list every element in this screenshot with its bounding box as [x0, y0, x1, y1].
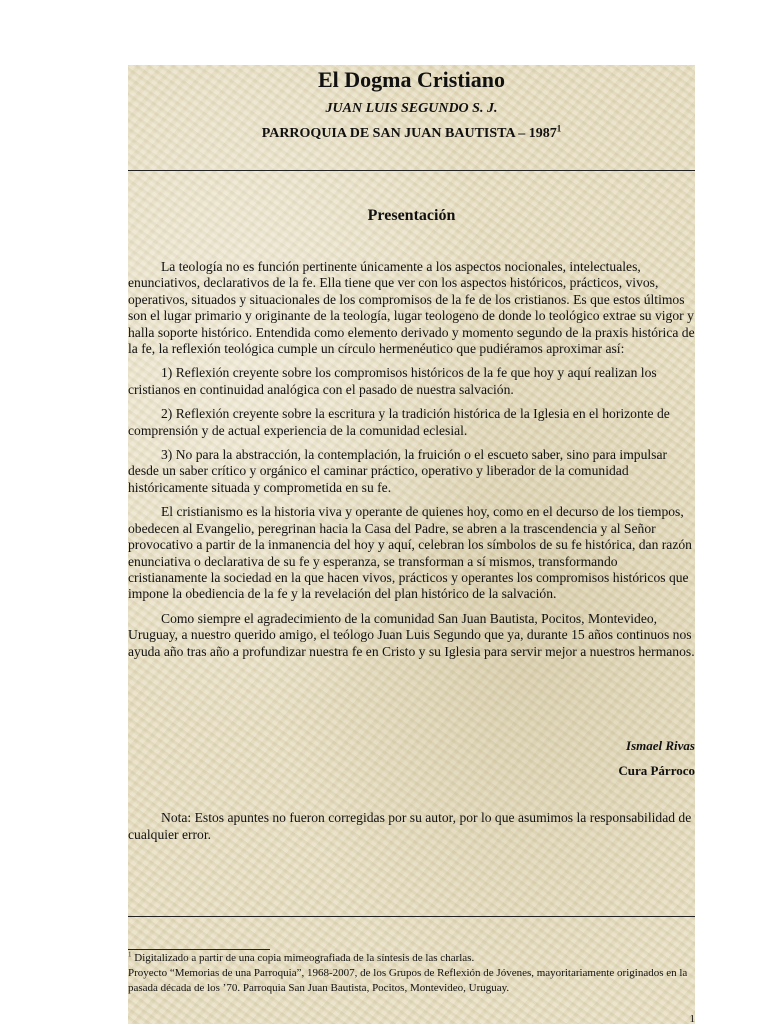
- document-parish: [128, 123, 695, 142]
- document-author: JUAN LUIS SEGUNDO S. J.: [325, 101, 498, 116]
- document-page: [128, 65, 695, 1024]
- footnote-line: Proyecto “Memorias de una Parroquia”, 1968-2007, de los Grupos de Reflexión de Jóvenes, mayoritariamente originados en la pasada década de los ’70. Parroquia San Juan Bautista, Pocitos, Montevideo, Uruguay.: [128, 967, 688, 994]
- signature-name: Ismael Rivas: [626, 738, 695, 753]
- presentation-body: [128, 259, 695, 668]
- footnote-divider: [128, 949, 270, 950]
- body-paragraph: 2) Reflexión creyente sobre la escritura y la tradición histórica de la Iglesia en el horizonte de comprensión y de actual experiencia de la comunidad eclesial.: [128, 406, 670, 438]
- footer-divider: [128, 916, 695, 917]
- body-paragraph: Como siempre el agradecimiento de la comunidad San Juan Bautista, Pocitos, Montevideo, Uruguay, a nuestro querido amigo, el teólogo Juan Luis Segundo que ya, durante 15 años continuos nos ayuda año tras año a profundizar nuestra fe en Cristo y su Iglesia para servir mejor a nuestros hermanos.: [128, 610, 695, 659]
- signature-title: Cura Párroco: [618, 763, 695, 778]
- editor-note: Nota: Estos apuntes no fueron corregidas por su autor, por lo que asumimos la responsabilidad de cualquier error.: [128, 810, 692, 842]
- body-paragraph: 3) No para la abstracción, la contemplación, la fruición o el escueto saber, sino para impulsar desde un saber crítico y orgánico el caminar práctico, operativo y liberador de la comunidad históricamente situada y comprometida en su fe.: [128, 447, 668, 495]
- body-paragraph: La teología no es función pertinente únicamente a los aspectos nocionales, intelectuales, enunciativos, declarativos de la fe. Ella tiene que ver con los aspectos históricos, prácticos, vivos, operativos, situados y situacionales de los compromisos de la fe de los cristianos. Es que estos últimos son el lugar primario y originante de la teología, lugar teologeno de donde lo teológico extrae su vigor y halla soporte histórico. Entendida como elemento derivado y momento segundo de la praxis histórica de la fe, la reflexión teológica cumple un círculo hermenéutico que pudiéramos aproximar así:: [128, 259, 695, 357]
- parish-text: PARROQUIA DE SAN JUAN BAUTISTA – 1987: [261, 126, 557, 141]
- footnote: [128, 951, 695, 996]
- footnote-line: $^1$ Digitalizado a partir de una copia mimeografiada de la síntesis de las charlas.: [128, 950, 475, 964]
- header-divider: [128, 170, 695, 171]
- body-paragraph: El cristianismo es la historia viva y operante de quienes hoy, como en el decurso de los tiempos, obedecen al Evangelio, peregrinan hacia la Casa del Padre, se abren a la trascendencia y al Señor provocativo a partir de la inmanencia del hoy y aquí, celebran los símbolos de su fe histórica, dan razón enunciativa o declarativa de su fe y esperanza, se transforman a sí mismos, transformando cristianamente la sociedad en la que hacen vivos, prácticos y operantes los compromisos históricos que impone la obediencia de la fe y la revelación del plan histórico de la salvación.: [128, 504, 692, 602]
- page-number: 1: [689, 1013, 695, 1025]
- body-paragraph: 1) Reflexión creyente sobre los compromisos históricos de la fe que hoy y aquí realizan los cristianos en continuidad analógica con el pasado de nuestra salvación.: [128, 365, 657, 397]
- document-title: El Dogma Cristiano: [318, 67, 505, 92]
- footnote-reference[interactable]: 1: [556, 123, 562, 134]
- section-title: Presentación: [367, 207, 456, 224]
- footnote-mark: 1: [128, 950, 132, 959]
